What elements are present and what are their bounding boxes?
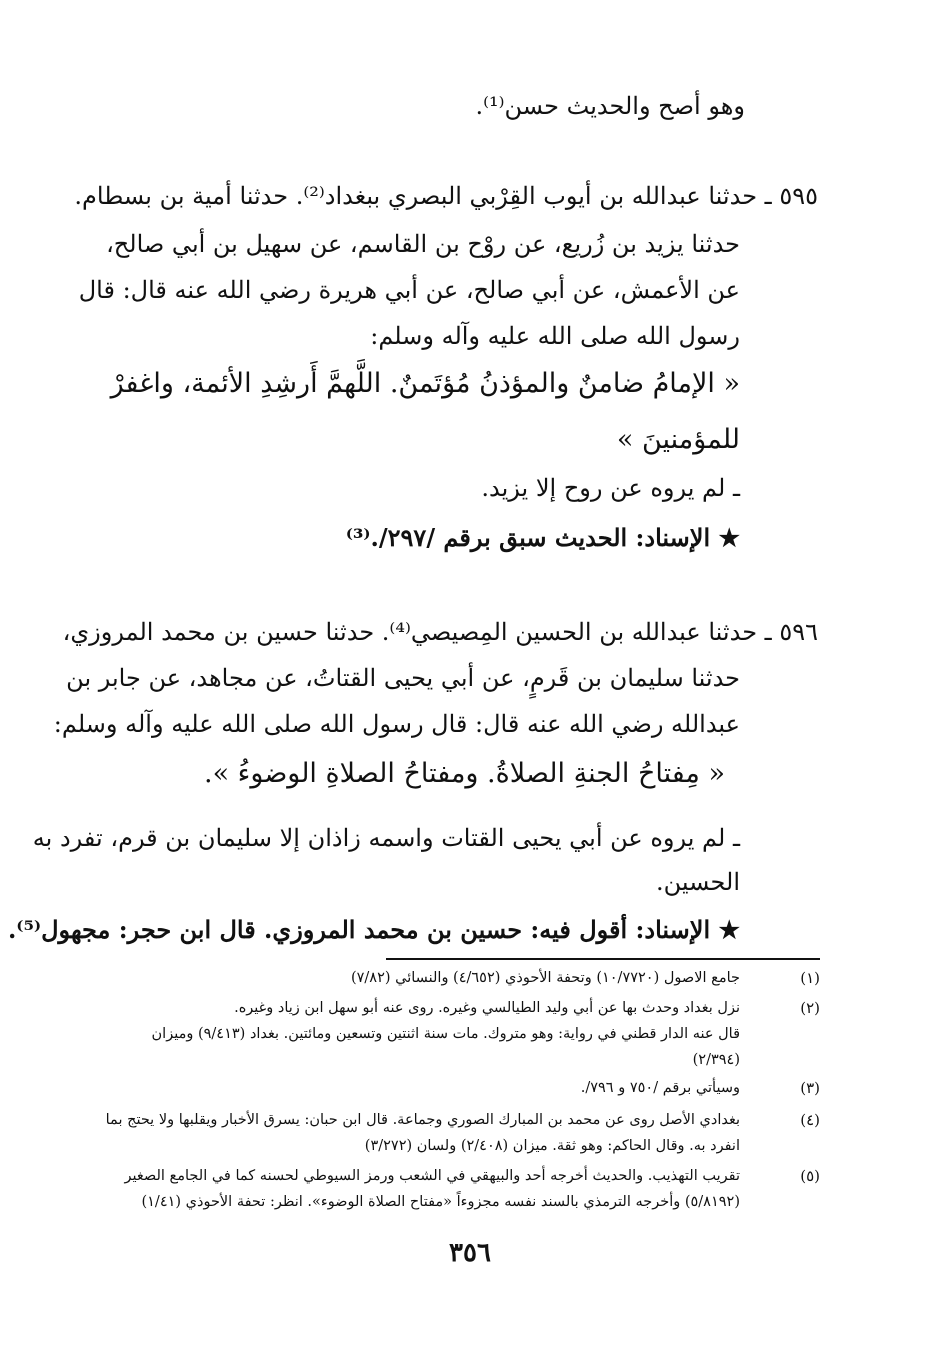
hadith-595-line-4: رسول الله صلى الله عليه وآله وسلم: [370, 322, 740, 350]
footnote-1-text: جامع الاصول (١٠/٧٧٢٠) وتحفة الأحوذي (٤/٦٥٢) والنسائي (٧/٨٢) [350, 970, 740, 986]
hadith-596-line-3: عبدالله رضي الله عنه قال: قال رسول الله صلى الله عليه وآله وسلم: [53, 710, 740, 738]
hadith-596-line-1: ٥٩٦ ـ حدثنا عبدالله بن الحسين المِصيصي⁽⁴⁾. حدثنا حسين بن محمد المروزي، [62, 618, 818, 646]
footnote-5-number: (٥) [800, 1167, 820, 1185]
page-number: ٣٥٦ [449, 1238, 491, 1268]
hadith-596-note-1: ـ لم يروه عن أبي يحيى القتات واسمه زاذان إلا سليمان بن قرم، تفرد به [32, 824, 740, 852]
footnote-divider [386, 958, 820, 960]
footnote-4-number: (٤) [800, 1111, 820, 1129]
hadith-596-matn: « مِفتاحُ الجنةِ الصلاةُ. ومفتاحُ الصلاةِ الوضوءُ ». [204, 758, 725, 789]
footnote-1-number: (١) [800, 969, 820, 987]
footnote-4-text-2: انفرد به. وقال الحاكم: وهو ثقة. ميزان (٢/٤٠٨) ولسان (٣/٢٧٢) [364, 1138, 740, 1154]
hadith-595-note: ـ لم يروه عن روح إلا يزيد. [481, 474, 740, 502]
footnote-2-number: (٢) [800, 999, 820, 1017]
hadith-595-matn-2: للمؤمنينَ » [616, 424, 740, 455]
hadith-596-isnad: ★ الإسناد: أقول فيه: حسين بن محمد المروزي. قال ابن حجر: مجهول⁽⁵⁾. [7, 915, 740, 944]
footnote-5-text-1: تقريب التهذيب. والحديث أخرجه أحد والبيهقي في الشعب ورمز السيوطي لحسنه كما في الجامع الصغير [124, 1168, 740, 1184]
footnote-2-text-2: قال عنه الدار قطني في رواية: وهو متروك. مات سنة اثنتين وتسعين ومائتين. بغداد (٩/٤١٣) وميزان [151, 1026, 740, 1042]
footnote-5-text-2: (٥/٨١٩٢) وأخرجه الترمذي بالسند نفسه مجزوءاً «مفتاح الصلاة الوضوء». انظر: تحفة الأحوذي (١/٤١) [141, 1194, 740, 1210]
hadith-595-isnad: ★ الإسناد: الحديث سبق برقم /٢٩٧/.⁽³⁾ [345, 523, 740, 552]
hadith-595-line-3: عن الأعمش، عن أبي صالح، عن أبي هريرة رضي الله عنه قال: قال [78, 276, 740, 304]
footnote-3-text: وسيأتي برقم /٧٥٠ و ٧٩٦/. [580, 1080, 740, 1096]
footnote-2-text-1: نزل بغداد وحدث بها عن أبي وليد الطيالسي وغيره. روى عنه أبو سهل ابن زياد وغيره. [234, 1000, 740, 1016]
hadith-596-line-2: حدثنا سليمان بن قَرمٍ، عن أبي يحيى القتاتُ، عن مجاهد، عن جابر بن [66, 664, 740, 692]
intro-line: وهو أصح والحديث حسن⁽¹⁾. [475, 92, 745, 120]
hadith-595-line-2: حدثنا يزيد بن زُريع، عن روْح بن القاسم، عن سهيل بن أبي صالح، [106, 230, 740, 258]
hadith-595-matn-1: « الإمامُ ضامنٌ والمؤذنُ مُؤتَمنٌ. اللَّهمَّ أَرشِدِ الأئمة، واغفرْ [110, 368, 740, 399]
hadith-596-note-2: الحسين. [655, 868, 740, 896]
hadith-595-line-1: ٥٩٥ ـ حدثنا عبدالله بن أيوب القِرْبي البصري ببغداد⁽²⁾. حدثنا أمية بن بسطام. [74, 182, 818, 210]
footnote-2-text-3: (٢/٣٩٤) [692, 1052, 740, 1068]
footnote-3-number: (٣) [800, 1079, 820, 1097]
footnote-4-text-1: بغدادي الأصل روى عن محمد بن المبارك الصوري وجماعة. قال ابن حبان: يسرق الأخبار ويقلبها ولا يحتج بما [105, 1112, 740, 1128]
